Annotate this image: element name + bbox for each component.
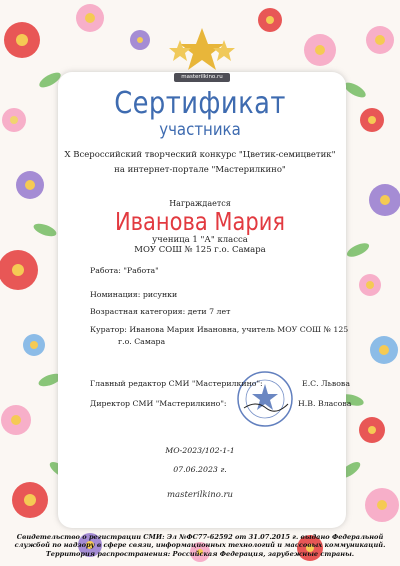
site-badge: masterilkino.ru xyxy=(174,73,230,82)
contest-line: X Всероссийский творческий конкурс "Цветик-семицветик" xyxy=(64,150,336,160)
certificate-card xyxy=(58,72,349,528)
school-line: МОУ СОШ № 125 г.о. Самара xyxy=(134,245,266,255)
certificate-subtitle: участника xyxy=(159,120,241,140)
certificate-number: МО-2023/102-1-1 xyxy=(165,446,235,455)
recipient-name: Иванова Мария xyxy=(114,207,286,236)
portal-line: на интернет-портале "Мастерилкино" xyxy=(114,165,286,175)
registration-footer: Свидетельство о регистрации СМИ: Эл №ФС77-62592 от 31.07.2015 г. выдано Федеральной службой по надзору в сфере связи, информационных технологий и массовых коммуникаций. Территория распространения: Российская Федерация, зарубежные страны. xyxy=(14,533,386,558)
editor-name: Е.С. Львова xyxy=(302,379,350,388)
work-field: Работа: "Работа" xyxy=(90,266,159,275)
awarded-label: Награждается xyxy=(169,199,231,208)
director-signature-label: Директор СМИ "Мастерилкино": xyxy=(90,399,227,408)
nomination-field: Номинация: рисунки xyxy=(90,290,178,299)
gold-stars-icon xyxy=(166,26,238,76)
editor-signature-label: Главный редактор СМИ "Мастерилкино": xyxy=(90,379,263,388)
director-name: Н.В. Власова xyxy=(298,399,352,408)
grade-line: ученица 1 "А" класса xyxy=(152,235,248,245)
certificate-date: 07.06.2023 г. xyxy=(173,465,227,474)
curator-field-continued: г.о. Самара xyxy=(118,337,166,346)
certificate-title: Сертификат xyxy=(114,86,286,121)
curator-field: Куратор: Иванова Мария Ивановна, учитель МОУ СОШ № 125 xyxy=(90,325,349,334)
age-category-field: Возрастная категория: дети 7 лет xyxy=(90,307,231,316)
site-url: masterilkino.ru xyxy=(167,490,233,500)
